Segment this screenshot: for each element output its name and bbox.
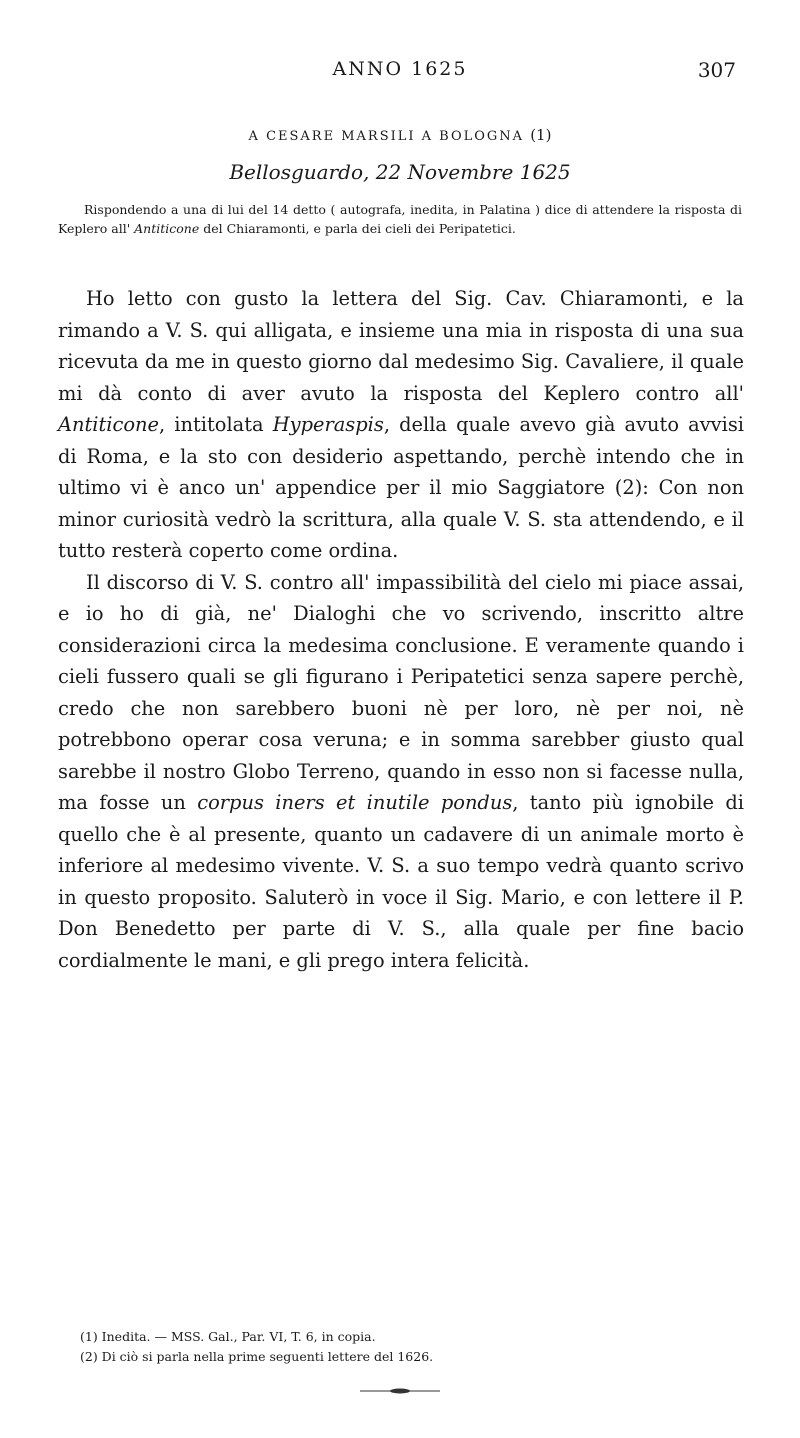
p1-text-c: , della quale avevo già avuto avvisi di Roma, e la sto con desiderio aspettando, perchè intendo che in ultimo vi è anco un' appendice per il mio Saggiatore (2): Con non minor curiosità vedrò la scrittura, alla quale V. S. sta attendendo, e il tutto resterà coperto come ordina. xyxy=(58,413,744,562)
letter-heading xyxy=(0,126,800,144)
p1-italic-antiticone: Antiticone xyxy=(58,413,159,436)
footnotes xyxy=(80,1327,744,1367)
body-paragraph-1 xyxy=(58,283,744,567)
p1-text-b: , intitolata xyxy=(158,413,273,436)
running-title: ANNO 1625 xyxy=(332,58,468,80)
footnote-2: (2) Di ciò si parla nella prime seguenti lettere del 1626. xyxy=(80,1349,434,1364)
place-date: Bellosguardo, 22 Novembre 1625 xyxy=(229,160,571,184)
letter-recipient: A CESARE MARSILI A BOLOGNA xyxy=(248,129,525,144)
ornament-divider xyxy=(360,1388,440,1394)
letter-body xyxy=(58,283,744,976)
p2-text-b: , tanto più ignobile di quello che è al presente, quanto un cadavere di un animale morto è inferiore al medesimo vivente. V. S. a suo tempo vedrà quanto scrivo in questo proposito. Saluterò in voce il Sig. Mario, e con lettere il P. Don Benedetto per parte di V. S., alla quale per fine bacio cordialmente le mani, e gli prego intera felicità. xyxy=(58,791,744,972)
p1-italic-hyperaspis: Hyperaspis xyxy=(272,413,384,436)
letter-summary xyxy=(58,200,742,238)
body-paragraph-2 xyxy=(58,567,744,977)
footnote-ref-1: (1) xyxy=(530,126,552,144)
summary-italic: Antiticone xyxy=(134,221,200,236)
running-head xyxy=(0,58,800,88)
page-number: 307 xyxy=(697,58,736,82)
footnote-1: (1) Inedita. — MSS. Gal., Par. VI, T. 6, in copia. xyxy=(80,1329,376,1344)
p2-italic-latin: corpus iners et inutile pondus xyxy=(197,791,513,814)
p2-text-a: Il discorso di V. S. contro all' impassibilità del cielo mi piace assai, e io ho di già, ne' Dialoghi che vo scrivendo, inscritto altre considerazioni circa la medesima conclusione. E veramente quando i cieli fussero quali se gli figurano i Peripatetici senza sapere perchè, credo che non sarebbero buoni nè per loro, nè per noi, nè potrebbono operar cosa veruna; e in somma sarebber giusto qual sarebbe il nostro Globo Terreno, quando in esso non si facesse nulla, ma fosse un xyxy=(58,570,744,814)
p1-text-a: Ho letto con gusto la lettera del Sig. Cav. Chiaramonti, e la rimando a V. S. qui alligata, e insieme una mia in risposta di una sua ricevuta da me in questo giorno dal medesimo Sig. Cavaliere, il quale mi dà conto di aver avuto la risposta del Keplero contro all' xyxy=(58,287,744,405)
summary-text-a: Rispondendo a una di lui del 14 detto ( autografa, inedita, in Palatina ) dice di attendere la risposta di Keplero all' xyxy=(58,202,742,236)
summary-text-b: del Chiaramonti, e parla dei cieli dei Peripatetici. xyxy=(199,221,516,236)
